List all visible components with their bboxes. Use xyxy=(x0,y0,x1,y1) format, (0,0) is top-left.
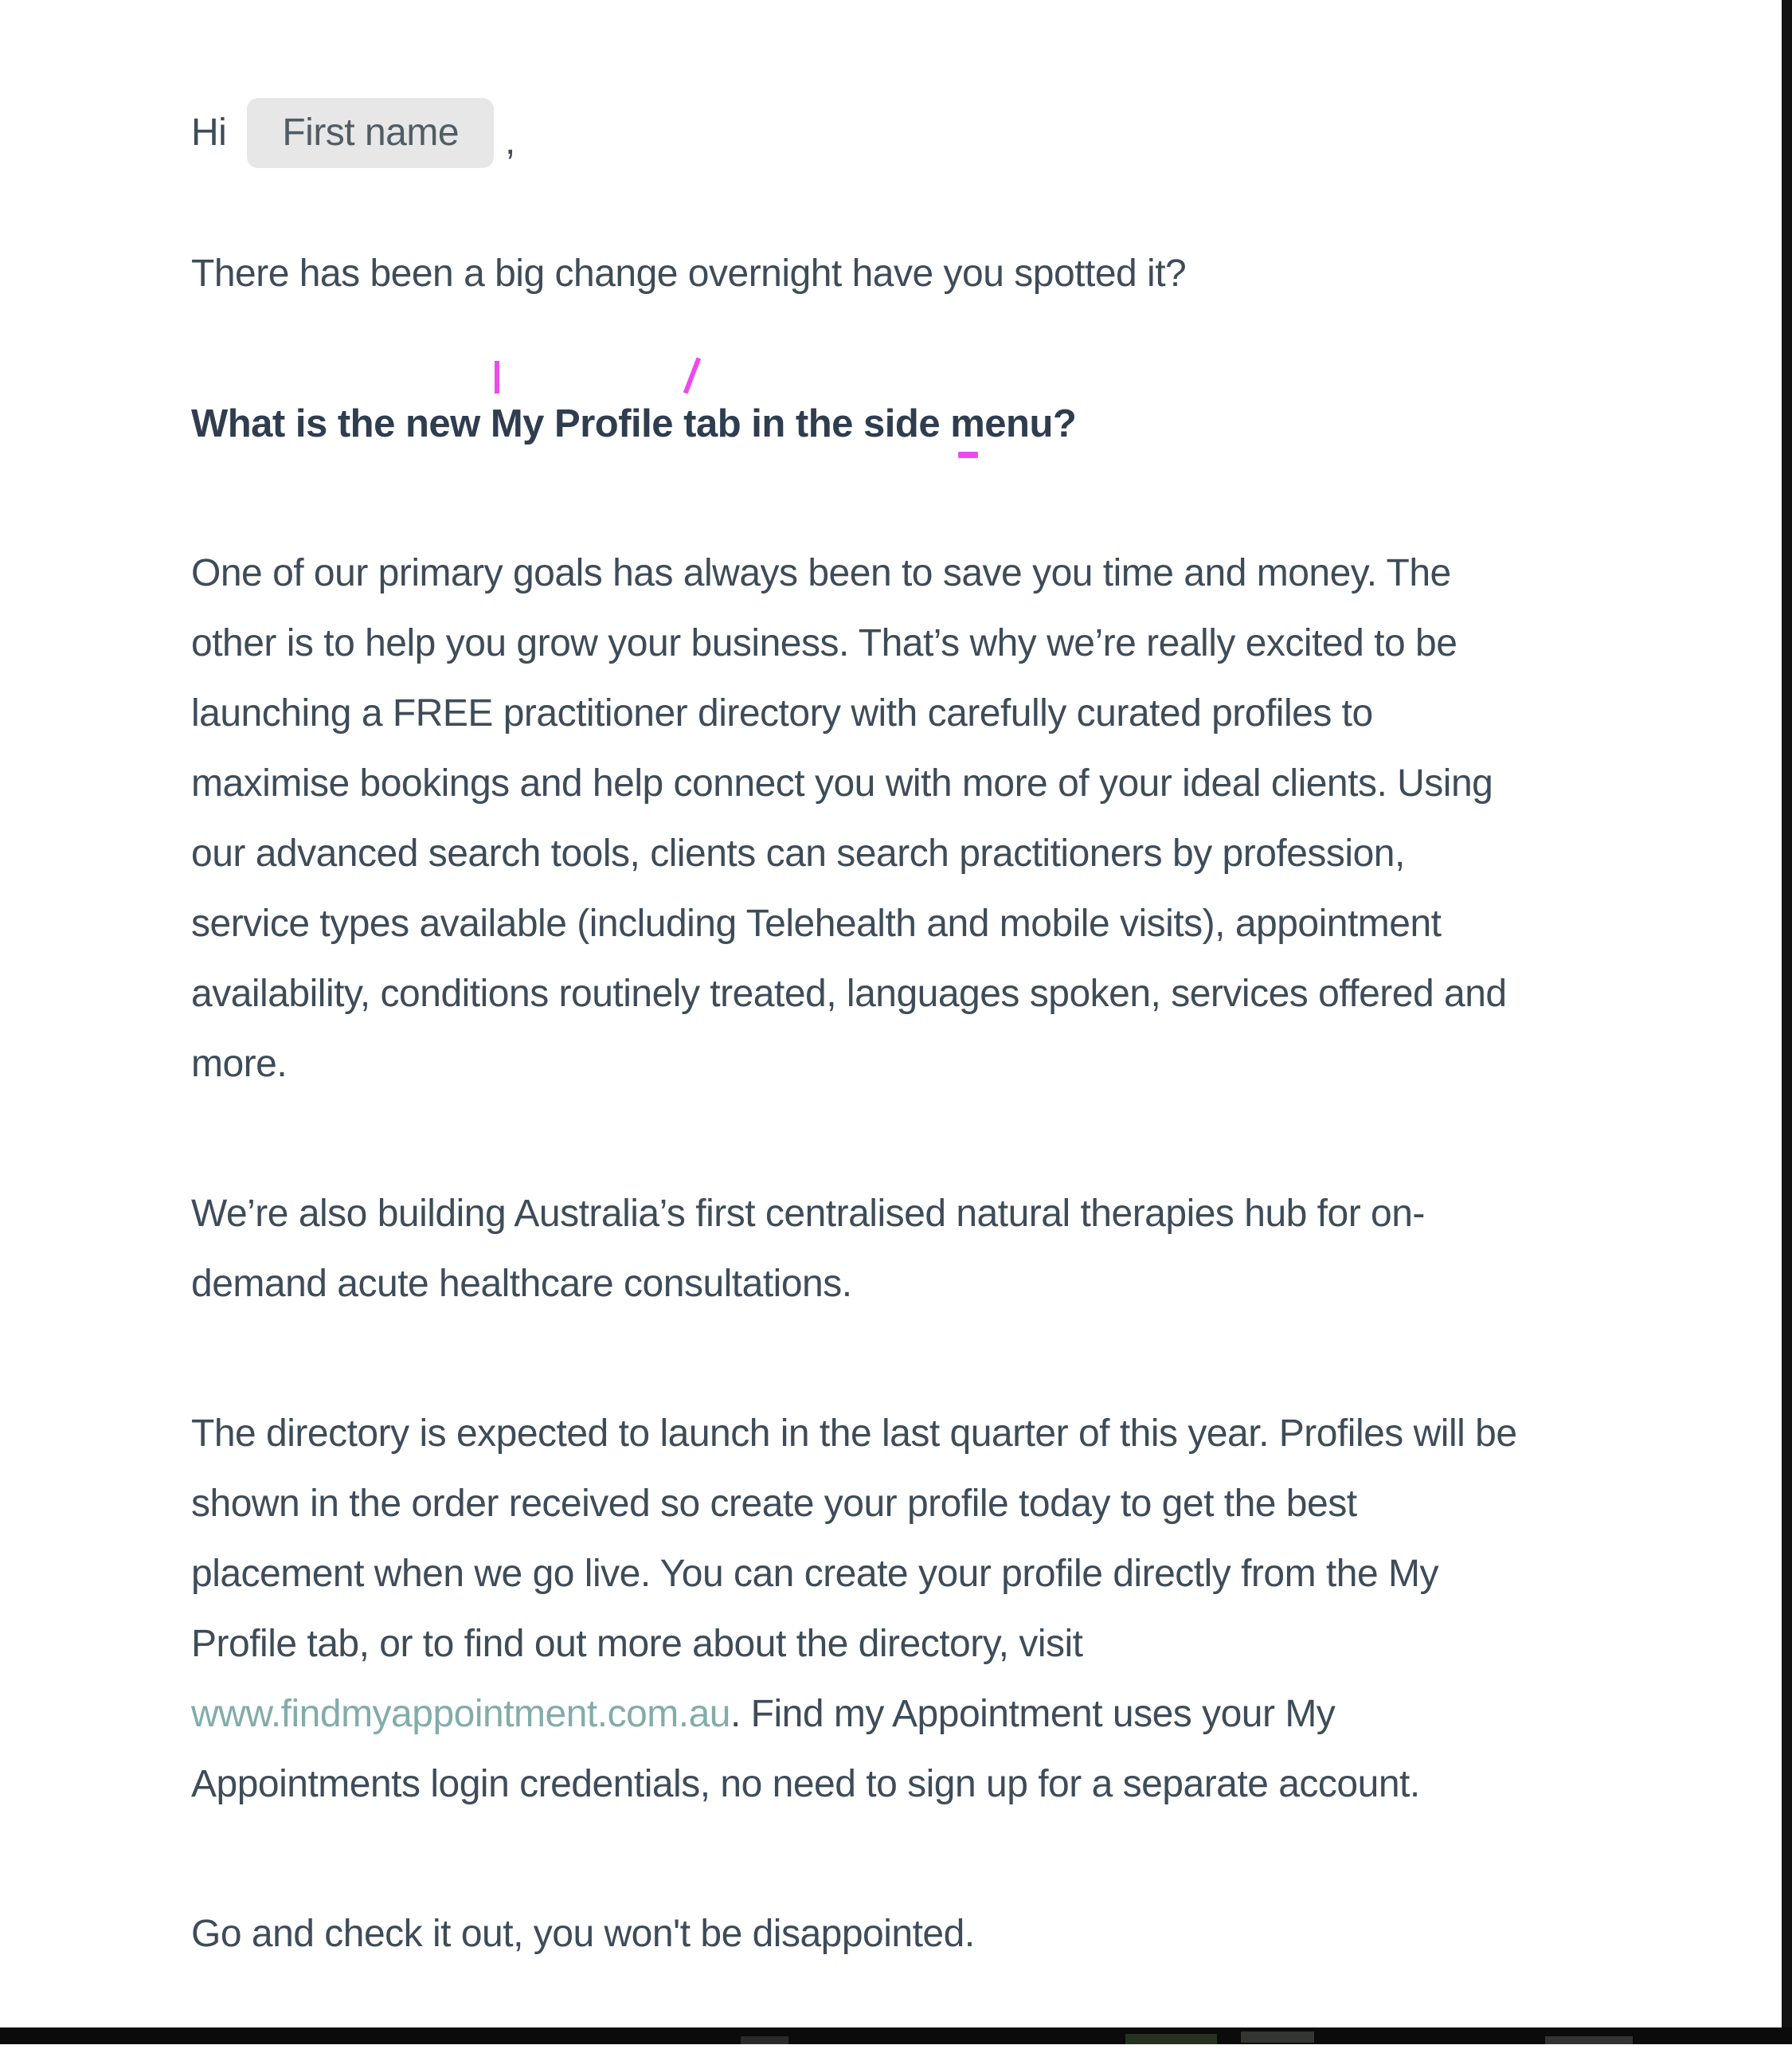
cutoff-fragment xyxy=(741,2036,788,2044)
first-name-merge-tag[interactable]: First name xyxy=(247,98,494,168)
closing-text: Go and check it out, you won't be disappointed. xyxy=(191,1913,975,1955)
paragraph-line: Profile tab, or to find out more about the directory, visit xyxy=(191,1623,1083,1665)
cutoff-fragment xyxy=(1545,2036,1633,2044)
intro-paragraph xyxy=(191,239,1649,309)
paragraph-line: The directory is expected to launch in the last quarter of this year. Profiles will be xyxy=(191,1412,1517,1455)
hub-paragraph xyxy=(191,1179,1649,1319)
paragraph-line: more. xyxy=(191,1043,288,1085)
cutoff-fragment xyxy=(1241,2031,1314,2043)
paragraph-line: maximise bookings and help connect you with more of your ideal clients. Using xyxy=(191,762,1493,805)
paragraph-line: launching a FREE practitioner directory with carefully curated profiles to xyxy=(191,692,1373,735)
paragraph-line: One of our primary goals has always been to save you time and money. The xyxy=(191,552,1451,594)
paragraph-line: Appointments login credentials, no need to sign up for a separate account. xyxy=(191,1763,1420,1805)
right-edge-cutoff-bar xyxy=(1782,0,1792,2044)
greeting-suffix: , xyxy=(505,120,515,163)
paragraph-line: shown in the order received so create your profile today to get the best xyxy=(191,1483,1357,1525)
bottom-edge-cutoff-bar xyxy=(0,2027,1792,2044)
paragraph-line: availability, conditions routinely treated, languages spoken, services offered and xyxy=(191,973,1507,1015)
cutoff-fragment xyxy=(1125,2034,1217,2044)
findmyappointment-link[interactable]: www.findmyappointment.com.au xyxy=(191,1693,730,1735)
closing-paragraph xyxy=(191,1899,1649,1969)
paragraph-line: demand acute healthcare consultations. xyxy=(191,1263,852,1305)
directory-paragraph xyxy=(191,539,1649,1099)
annotation-vertical-line xyxy=(495,361,499,394)
section-heading: What is the new My Profile tab in the side menu? xyxy=(191,402,1077,445)
link-line xyxy=(191,1679,1649,1749)
intro-text: There has been a big change overnight have you spotted it? xyxy=(191,253,1187,295)
greeting-prefix: Hi xyxy=(191,112,227,154)
greeting xyxy=(191,89,1649,177)
paragraph-line: our advanced search tools, clients can search practitioners by profession, xyxy=(191,833,1405,875)
launch-paragraph xyxy=(191,1399,1649,1820)
annotation-dash-mark xyxy=(958,452,978,458)
paragraph-line: placement when we go live. You can create your profile directly from the My xyxy=(191,1553,1438,1595)
link-line-rest: . Find my Appointment uses your My xyxy=(730,1693,1336,1735)
paragraph-line: other is to help you grow your business. That’s why we’re really excited to be xyxy=(191,622,1457,664)
paragraph-line: service types available (including Telehealth and mobile visits), appointment xyxy=(191,903,1442,945)
email-content xyxy=(191,89,1649,2049)
paragraph-line: We’re also building Australia’s first centralised natural therapies hub for on- xyxy=(191,1193,1425,1235)
